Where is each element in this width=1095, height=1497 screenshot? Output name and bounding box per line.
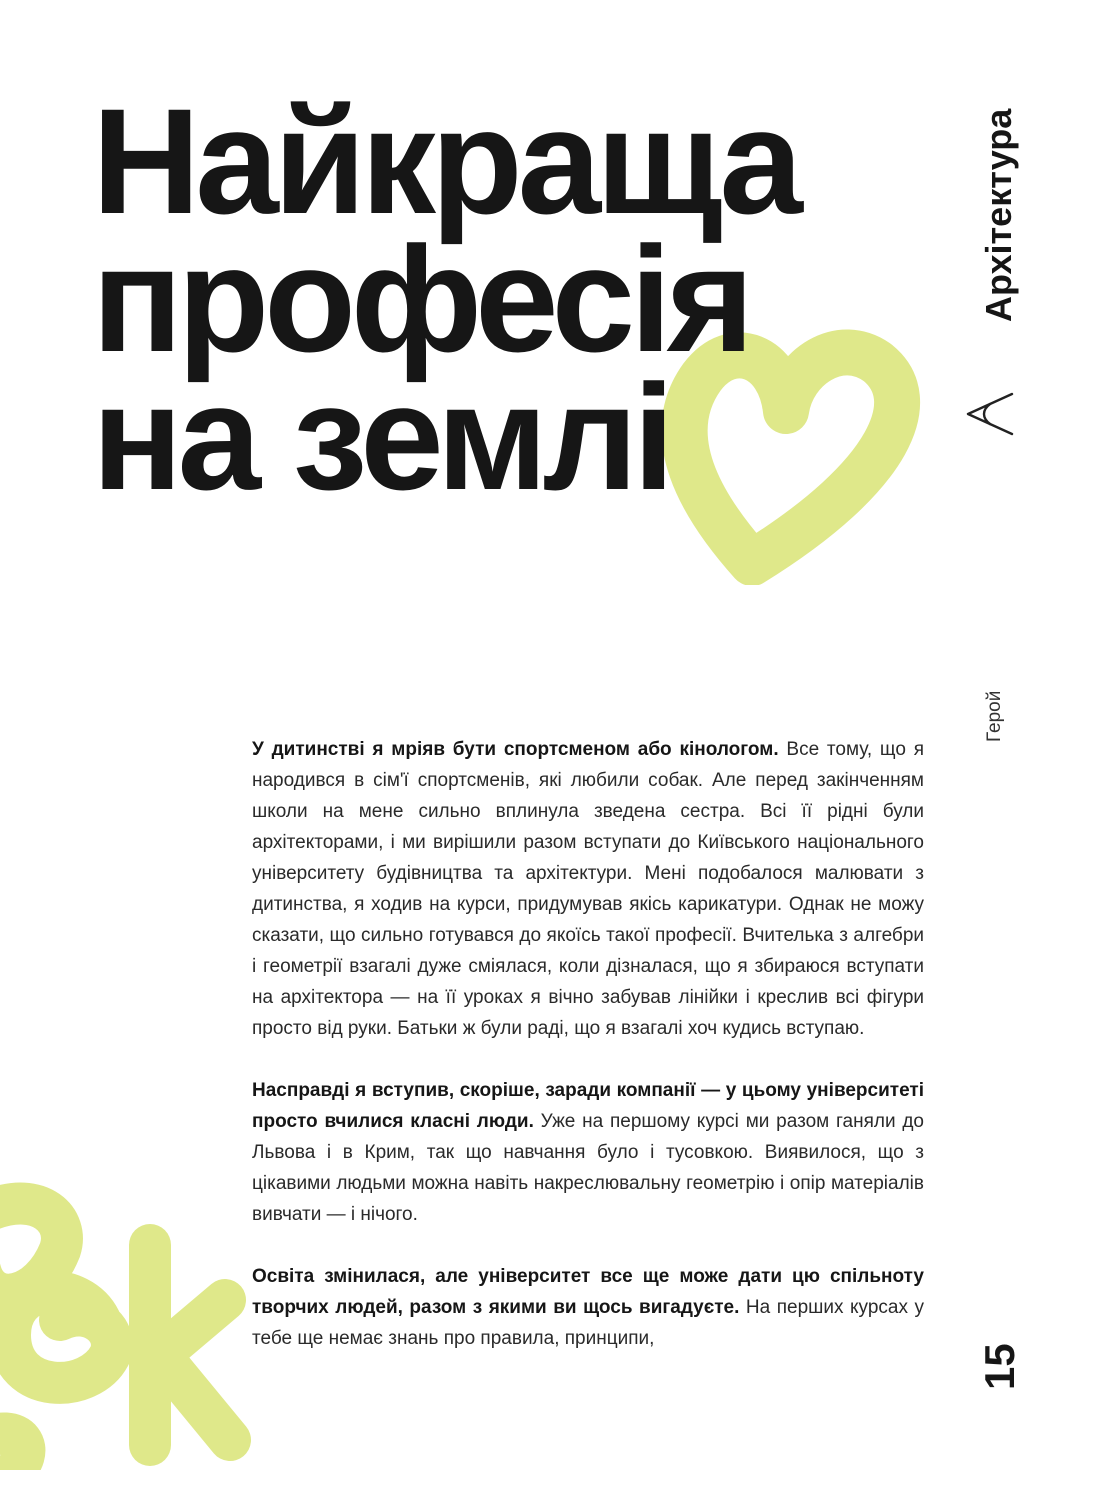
paragraph-3 xyxy=(252,1261,924,1354)
letter-doodle xyxy=(0,1170,260,1470)
compass-icon xyxy=(960,390,1018,438)
paragraph-2-text: Уже на першому курсі ми разом ганяли до Львова і в Крим, так що навчання було і тусовкою. Виявилося, що з цікавими людьми можна навіть накреслювальну геометрію і опір матеріалів вивчати — і нічого. xyxy=(252,1111,924,1225)
paragraph-3-text: На перших курсах у тебе ще немає знань про правила, принципи, xyxy=(252,1297,924,1349)
headline-line-1: Найкраща xyxy=(92,77,798,245)
paragraph-1 xyxy=(252,734,924,1044)
page-number: 15 xyxy=(976,1343,1023,1390)
paragraph-1-text: Все тому, що я народився в сім'ї спортсменів, які любили собак. Але перед закінченням школи на мене сильно вплинула зведена сестра. Всі її рідні були архітекторами, і ми вирішили разом вступати до Київського національного університету будівництва та архітектури. Мені подобалося малювати з дитинства, я ходив на курси, придумував якісь карикатури. Однак не можу сказати, що сильно готувався до якоїсь такої професії. Вчителька з алгебри і геометрії взагалі дуже сміялася, коли дізналася, що я збираюся вступати на архітектора — на її уроках я вічно забував лінійки і креслив всі фігури просто від руки. Батьки ж були раді, що я взагалі хоч кудись вступаю. xyxy=(252,739,924,1039)
paragraph-2 xyxy=(252,1075,924,1230)
headline-line-2: професія xyxy=(92,215,750,383)
paragraph-2-lead: Насправді я вступив, скоріше, заради компанії — у цьому університеті просто вчилися класні люди. xyxy=(252,1080,924,1132)
headline-line-3: на землі xyxy=(92,353,670,521)
rubric-label: Герой xyxy=(984,690,1005,742)
article-body xyxy=(252,734,924,1385)
paragraph-3-lead: Освіта змінилася, але університет все ще може дати цю спільноту творчих людей, разом з якими ви щось вигадуєте. xyxy=(252,1266,924,1318)
headline xyxy=(92,77,798,521)
paragraph-1-lead: У дитинстві я мріяв бути спортсменом або кінологом. xyxy=(252,739,779,760)
section-label: Архітектура xyxy=(978,108,1019,322)
